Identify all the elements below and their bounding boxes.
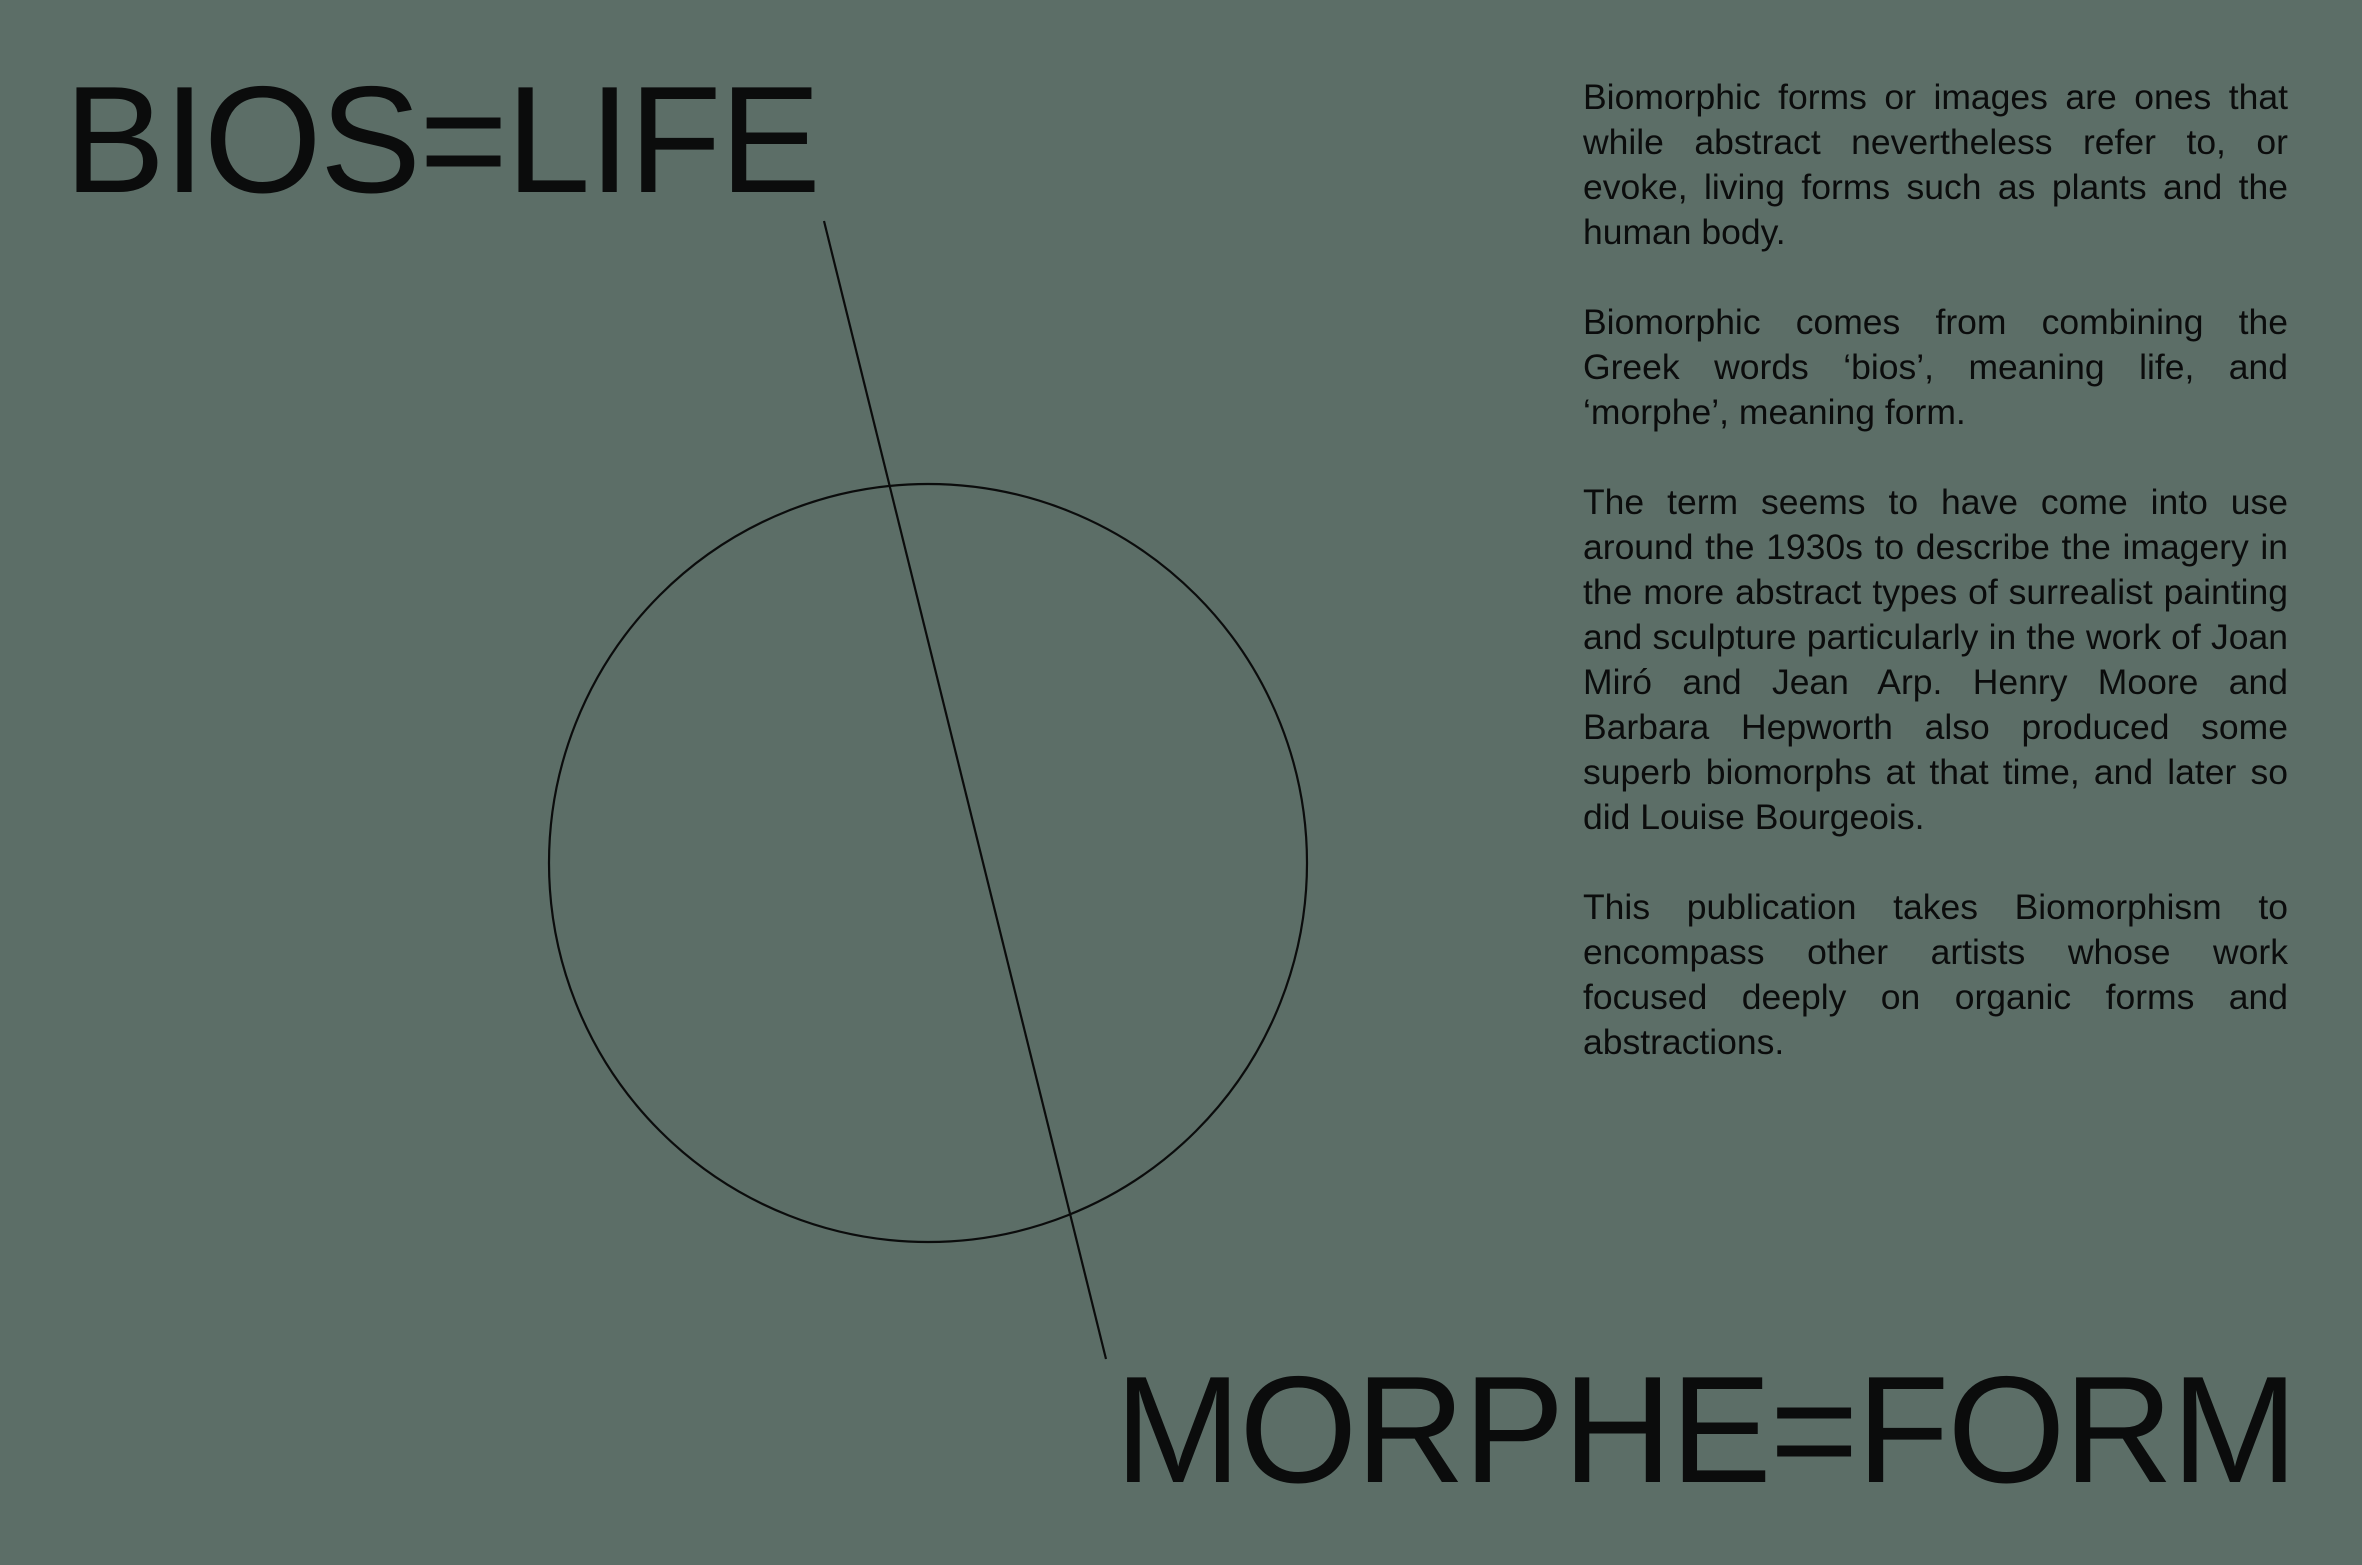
paragraph-etymology: Biomorphic comes from combining the Greek words ‘bios’, meaning life, and ‘morphe’, meaning form. [1583, 302, 2288, 432]
paragraph-publication-scope: This publication takes Biomorphism to encompass other artists whose work focused deeply on organic forms and abstractions. [1583, 887, 2288, 1062]
headline-bios-life: BIOS=LIFE [64, 55, 819, 225]
paragraph-history: The term seems to have come into use around the 1930s to describe the imagery in the more abstract types of surrealist painting and sculpture particularly in the work of Joan Miró and Jean Arp. Henry Moore and Barbara Hepworth also produced some superb biomorphs at that time, and later so did Louise Bourgeois. [1583, 482, 2288, 837]
paragraph-definition: Biomorphic forms or images are ones that while abstract nevertheless refer to, or evoke, living forms such as plants and the human body. [1583, 77, 2288, 252]
body-copy [1583, 75, 2288, 1065]
diagram-circle [549, 484, 1307, 1242]
headline-morphe-form: MORPHE=FORM [1114, 1345, 2296, 1515]
diagram-diagonal-line [824, 221, 1106, 1359]
